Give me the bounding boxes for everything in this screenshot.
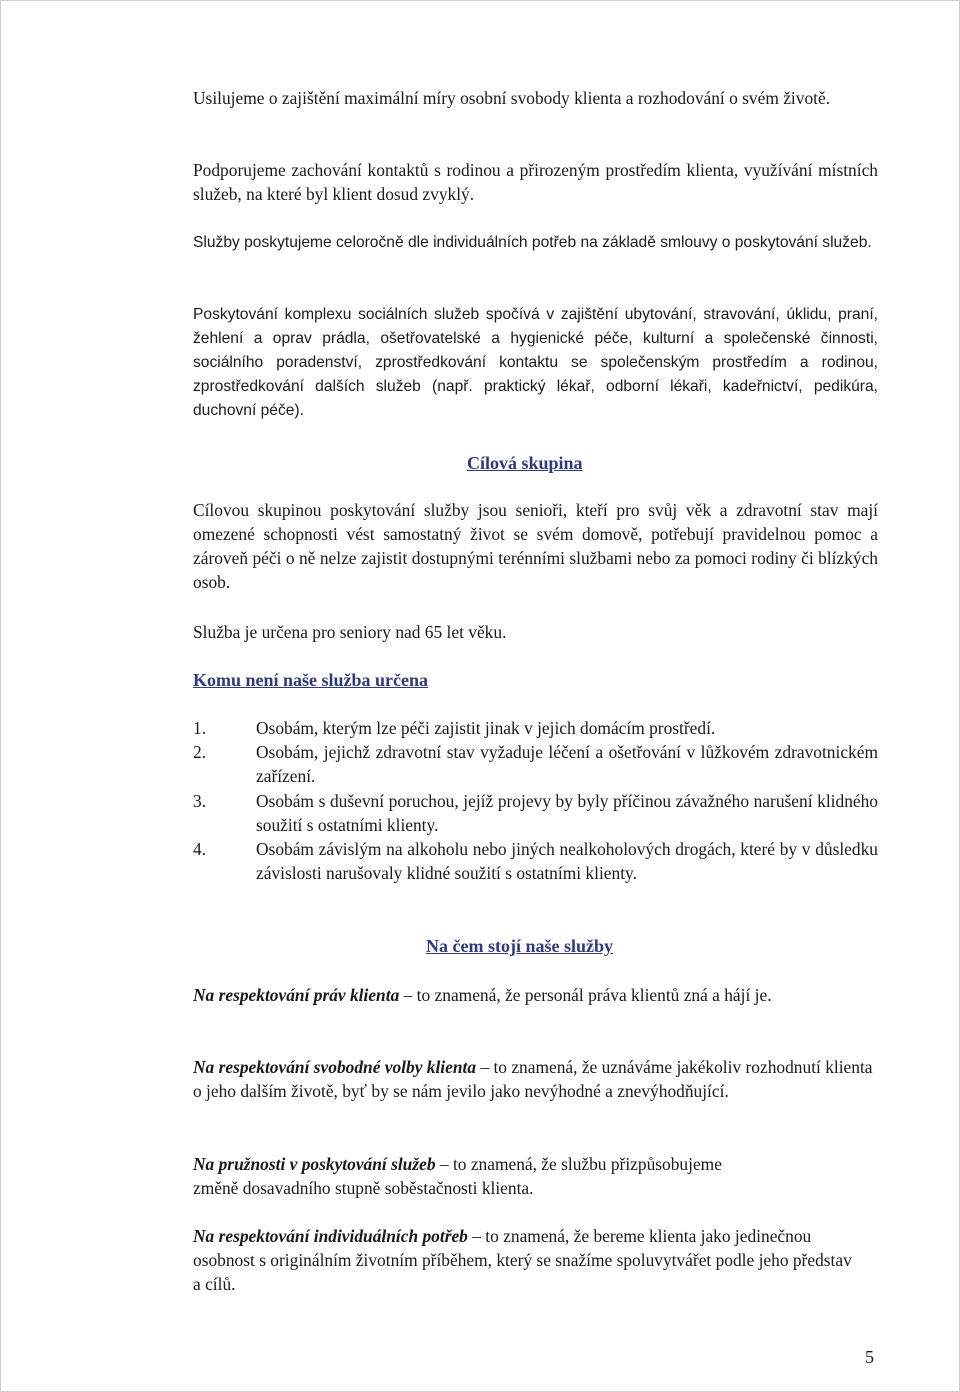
heading-principles: Na čem stojí naše služby — [426, 936, 613, 956]
list-text: Osobám s duševní poruchou, jejíž projevy by byly příčinou závažného narušení klidného soužití s ostatními klienty. — [256, 791, 878, 835]
list-number: 3. — [193, 791, 207, 811]
principle-flexibility — [193, 1152, 753, 1200]
paragraph-contacts: Podporujeme zachování kontaktů s rodinou a přirozeným prostředím klienta, využívání místních služeb, na které byl klient dosud zvyklý. — [193, 160, 878, 204]
list-text: Osobám, jejichž zdravotní stav vyžaduje léčení a ošetřování v lůžkovém zdravotnickém zařízení. — [256, 742, 878, 786]
principle-text: – to znamená, že službu přizpůsobujeme změně dosavadního stupně soběstačnosti klienta. — [193, 1154, 722, 1198]
principle-title: Na respektování svobodné volby klienta — [193, 1057, 477, 1077]
paragraph-target-group: Cílovou skupinou poskytování služby jsou senioři, kteří pro svůj věk a zdravotní stav mají omezené schopnosti vést samostatný život se svém domově, potřebují pravidelnou pomoc a zároveň péči o ně nelze zajistit dostupnými terénními službami nebo za pomoci rodiny či blízkých osob. — [193, 500, 878, 592]
paragraph-year-round: Služby poskytujeme celoročně dle individuálních potřeb na základě smlouvy o poskytování služeb. — [193, 234, 872, 251]
list-text: Osobám závislým na alkoholu nebo jiných nealkoholových drogách, které by v důsledku závislosti narušovaly klidné soužití s ostatními klienty. — [256, 839, 878, 883]
paragraph-age-note: Služba je určena pro seniory nad 65 let věku. — [193, 622, 507, 642]
principle-free-choice — [193, 1055, 878, 1103]
principle-text: – to znamená, že personál práva klientů zná a hájí je. — [403, 985, 772, 1005]
page-number: 5 — [865, 1347, 874, 1367]
list-number: 2. — [193, 742, 207, 762]
principle-title: Na respektování práv klienta — [193, 985, 400, 1005]
principle-text: – to znamená, že bereme klienta jako jedinečnou osobnost s originálním životním příběhem, který se snažíme spoluvytvářet podle jeho představ a cílů. — [193, 1226, 852, 1294]
list-number: 1. — [193, 718, 207, 738]
heading-not-intended: Komu není naše služba určena — [193, 670, 429, 690]
paragraph-services-complex: Poskytování komplexu sociálních služeb spočívá v zajištění ubytování, stravování, úklidu, praní, žehlení a oprav prádla, ošetřovatelské a hygienické péče, kulturní a společenské činnosti, sociálního poradenství, zprostředkování kontaktu se společenským prostředím a rodinou, zprostředkování dalších služeb (např. praktický lékař, odborní lékaři, kadeřnictví, pedikúra, duchovní péče). — [193, 306, 878, 419]
principle-text: – to znamená, že uznáváme jakékoliv rozhodnutí klienta o jeho dalším životě, byť by se nám jevilo jako nevýhodné a znevýhodňující. — [193, 1057, 873, 1101]
list-text: Osobám, kterým lze péči zajistit jinak v jejich domácím prostředí. — [256, 718, 716, 738]
principle-title: Na pružnosti v poskytování služeb — [193, 1154, 436, 1174]
principle-rights — [193, 983, 878, 1007]
heading-target-group: Cílová skupina — [467, 453, 583, 473]
principle-individual-needs — [193, 1224, 853, 1296]
paragraph-freedom: Usilujeme o zajištění maximální míry osobní svobody klienta a rozhodování o svém životě. — [193, 88, 831, 108]
principle-title: Na respektování individuálních potřeb — [193, 1226, 468, 1246]
list-number: 4. — [193, 839, 207, 859]
